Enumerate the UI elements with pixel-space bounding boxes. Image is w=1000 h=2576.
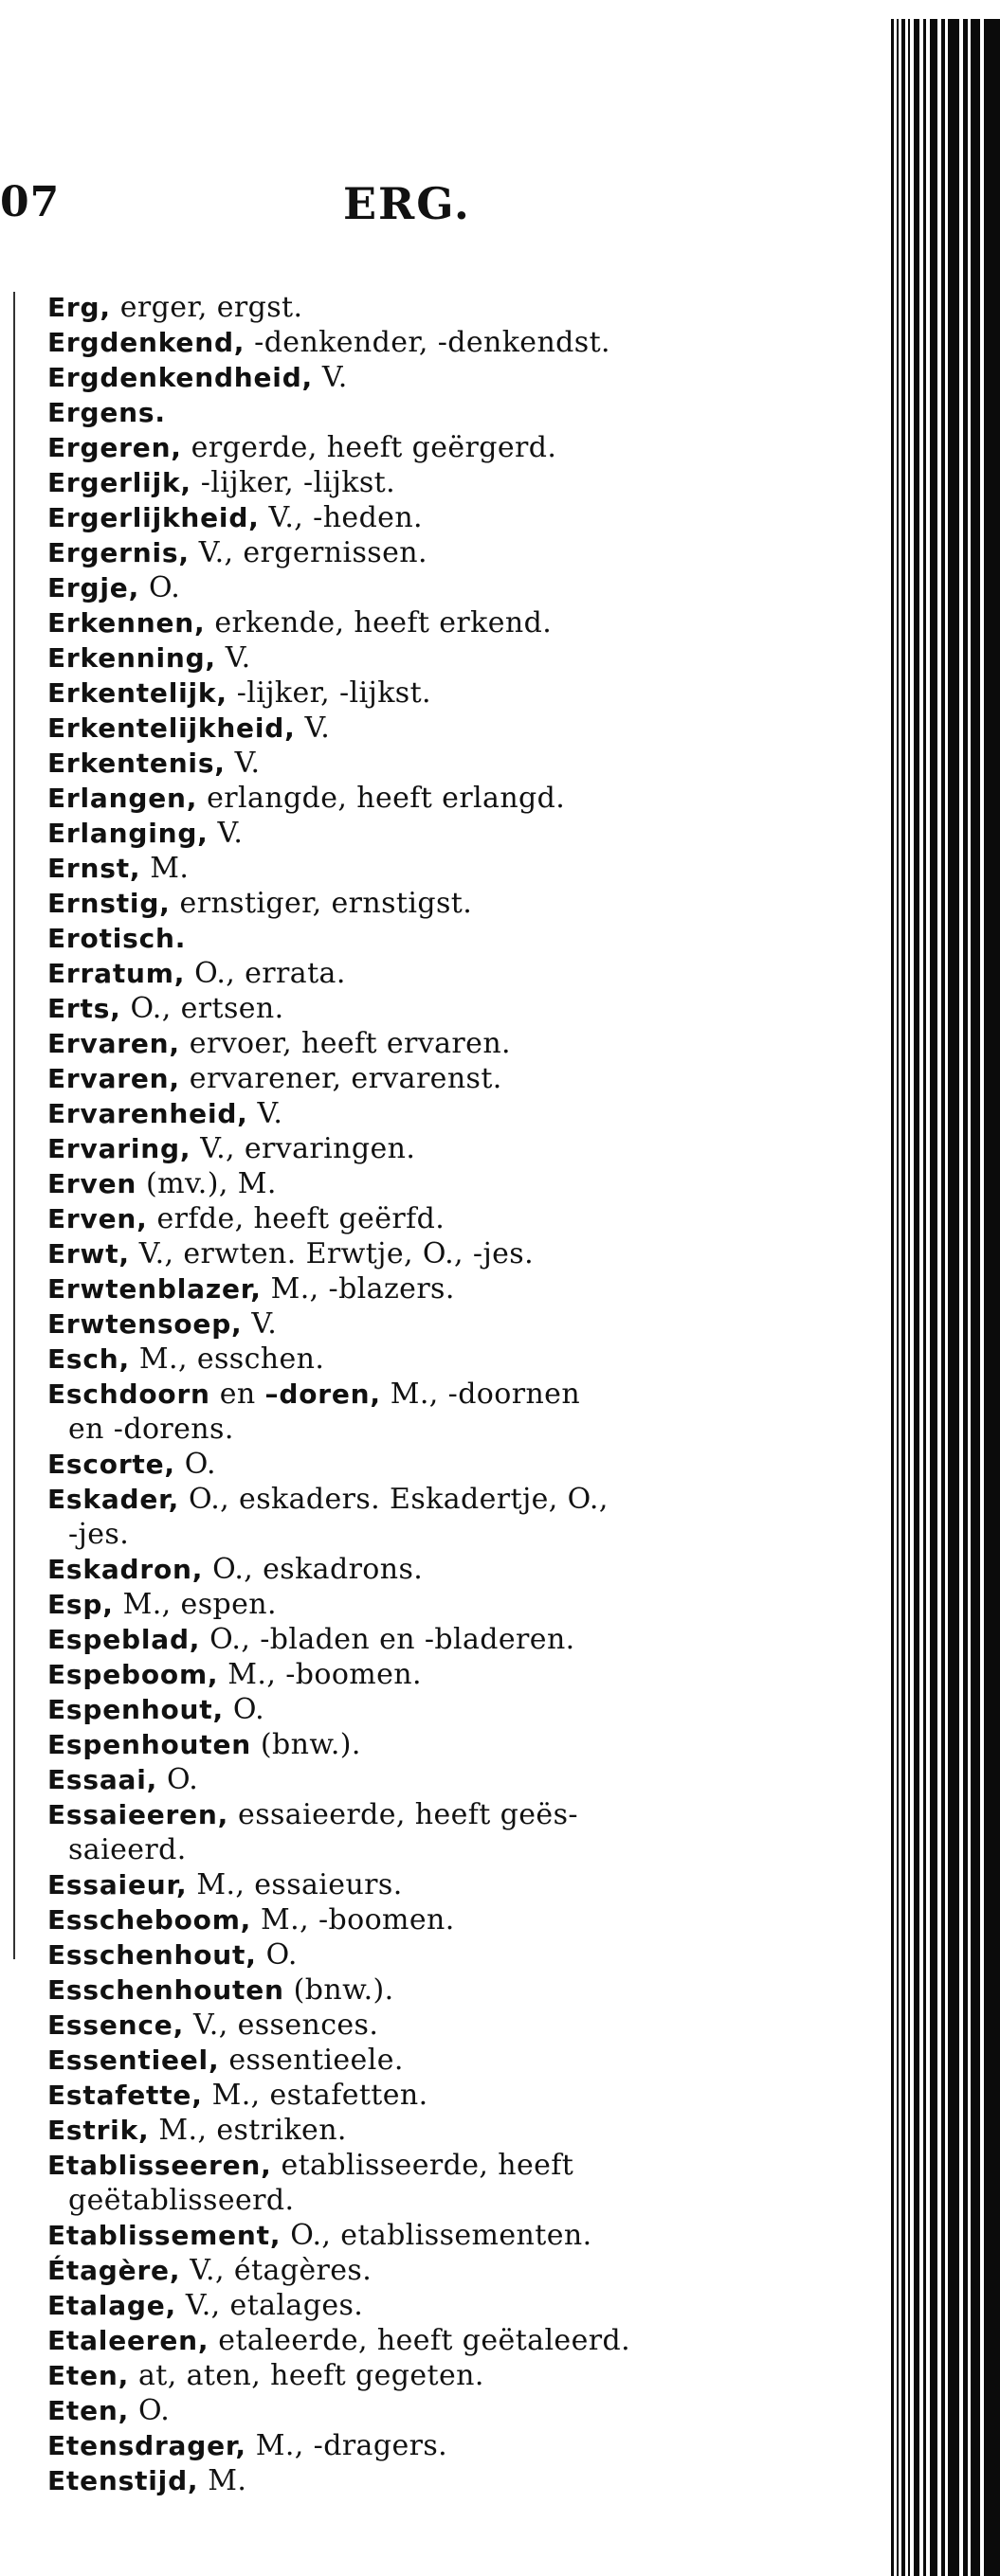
entry-continuation: geëtablisseerd. bbox=[68, 2184, 295, 2217]
binding-stripe bbox=[984, 19, 1000, 2576]
entry-definition: ernstiger, ernstigst. bbox=[170, 887, 473, 920]
entry-line bbox=[47, 1622, 844, 1657]
entry-headword: Erkentelijk, bbox=[47, 677, 227, 709]
dictionary-entry bbox=[47, 1377, 844, 1447]
dictionary-entry bbox=[47, 360, 844, 395]
binding-stripe bbox=[908, 19, 910, 2576]
entry-line bbox=[47, 1762, 844, 1797]
entry-definition: -denkender, -denkendst. bbox=[245, 326, 610, 359]
dictionary-entry bbox=[47, 2323, 844, 2358]
dictionary-entry bbox=[47, 1166, 844, 1201]
entry-headword: Essaieur, bbox=[47, 1869, 188, 1900]
entry-line bbox=[47, 1552, 844, 1587]
entry-line bbox=[47, 1447, 844, 1482]
entry-headword: Ergerlijk, bbox=[47, 467, 191, 498]
entry-line bbox=[47, 2043, 844, 2078]
entry-definition: O. bbox=[139, 571, 181, 604]
entry-headword: Eten, bbox=[47, 2395, 130, 2426]
entry-line bbox=[47, 290, 844, 325]
entry-line bbox=[47, 1692, 844, 1727]
binding-stripe bbox=[891, 19, 894, 2576]
dictionary-entry bbox=[47, 1937, 844, 1973]
entry-definition: essaieerde, heeft geës- bbox=[228, 1798, 578, 1831]
entry-headword: Erlanging, bbox=[47, 818, 209, 849]
entry-line bbox=[47, 711, 844, 746]
entry-definition: M., -dragers. bbox=[245, 2429, 448, 2462]
dictionary-entry bbox=[47, 535, 844, 570]
entry-definition: erfde, heeft geërfd. bbox=[147, 1202, 445, 1235]
entry-headword: Erwtensoep, bbox=[47, 1308, 243, 1340]
entry-definition: V. bbox=[225, 747, 261, 780]
dictionary-entry bbox=[47, 816, 844, 851]
entry-definition: M., esschen. bbox=[129, 1342, 325, 1376]
entry-definition: V. bbox=[312, 361, 348, 394]
entry-definition: V. bbox=[242, 1307, 278, 1341]
dictionary-entry bbox=[47, 711, 844, 746]
entry-line bbox=[47, 956, 844, 991]
entry-headword: Erkennen, bbox=[47, 607, 206, 639]
entry-headword: Ernstig, bbox=[47, 888, 171, 919]
entry-headword: Etalage, bbox=[47, 2290, 176, 2321]
dictionary-entry bbox=[47, 290, 844, 325]
dictionary-entry bbox=[47, 2428, 844, 2463]
entry-definition: (bnw.). bbox=[283, 1973, 394, 2007]
dictionary-entry bbox=[47, 2463, 844, 2498]
entry-headword: Esscheboom, bbox=[47, 1904, 252, 1936]
dictionary-entry bbox=[47, 1762, 844, 1797]
entry-headword: Erlangen, bbox=[47, 783, 198, 814]
entry-line bbox=[47, 1342, 844, 1377]
entry-definition: V. bbox=[247, 1097, 283, 1130]
entry-headword: Estafette, bbox=[47, 2080, 203, 2111]
entry-line bbox=[47, 676, 844, 711]
dictionary-entry bbox=[47, 1306, 844, 1342]
dictionary-entry bbox=[47, 325, 844, 360]
entry-definition: V. bbox=[215, 641, 251, 675]
entry-line bbox=[47, 2428, 844, 2463]
entry-headword: Espenhout, bbox=[47, 1694, 224, 1725]
entry-headword: Erwtenblazer, bbox=[47, 1273, 262, 1305]
book-binding-edge bbox=[891, 19, 1000, 2576]
entry-definition: etablisseerde, heeft bbox=[271, 2149, 574, 2182]
entry-continuation: saieerd. bbox=[68, 1833, 187, 1866]
entry-headword: Esschenhout, bbox=[47, 1939, 257, 1971]
dictionary-entry bbox=[47, 1727, 844, 1762]
dictionary-entry bbox=[47, 1026, 844, 1061]
entry-headword: Erratum, bbox=[47, 958, 186, 989]
entry-line bbox=[47, 2253, 844, 2288]
dictionary-entry bbox=[47, 2148, 844, 2218]
dictionary-entry bbox=[47, 2253, 844, 2288]
entry-headword: Ervaren, bbox=[47, 1028, 180, 1059]
dictionary-entry bbox=[47, 781, 844, 816]
entry-definition: O. bbox=[129, 2394, 171, 2427]
entry-definition: V., essences. bbox=[184, 2009, 379, 2042]
entry-headword: Essentieel, bbox=[47, 2045, 220, 2076]
entry-headword: Etablisseeren, bbox=[47, 2150, 272, 2181]
entry-line bbox=[47, 851, 844, 886]
dictionary-entry bbox=[47, 746, 844, 781]
entry-headword-variant: –doren, bbox=[264, 1378, 381, 1410]
dictionary-entry bbox=[47, 1236, 844, 1271]
entry-headword: Erg, bbox=[47, 292, 111, 323]
entry-headword: Ervaren, bbox=[47, 1063, 180, 1094]
entry-definition: O., eskaders. Eskadertje, O., bbox=[179, 1483, 609, 1516]
entry-definition: V., étagères. bbox=[180, 2254, 373, 2287]
entry-headword: Erkenning, bbox=[47, 642, 216, 674]
entry-definition: M., estafetten. bbox=[202, 2079, 428, 2112]
dictionary-entry bbox=[47, 2043, 844, 2078]
dictionary-entry bbox=[47, 1587, 844, 1622]
entry-line bbox=[47, 2218, 844, 2253]
entry-line bbox=[47, 1587, 844, 1622]
dictionary-entries bbox=[47, 290, 844, 2498]
entry-definition: O., ertsen. bbox=[120, 992, 284, 1025]
entry-headword: Estrik, bbox=[47, 2115, 150, 2146]
entry-definition: V. bbox=[208, 817, 244, 850]
dictionary-entry bbox=[47, 1201, 844, 1236]
entry-definition: -lijker, -lijkst. bbox=[191, 466, 396, 499]
entry-line bbox=[47, 991, 844, 1026]
entry-definition: O. bbox=[157, 1763, 199, 1796]
entry-line bbox=[47, 1973, 844, 2008]
entry-headword: Espeblad, bbox=[47, 1624, 201, 1655]
page-number: 07 bbox=[0, 178, 61, 226]
entry-definition: O., eskadrons. bbox=[203, 1553, 424, 1586]
entry-headword: Ergerlijkheid, bbox=[47, 502, 260, 533]
entry-definition: essentieele. bbox=[219, 2044, 404, 2077]
binding-stripe bbox=[897, 19, 899, 2576]
entry-line bbox=[47, 1657, 844, 1692]
dictionary-entry bbox=[47, 1657, 844, 1692]
entry-definition: -lijker, -lijkst. bbox=[227, 676, 431, 710]
entry-definition: V. bbox=[295, 712, 331, 745]
dictionary-entry bbox=[47, 2218, 844, 2253]
entry-headword: Esschenhouten bbox=[47, 1974, 284, 2006]
dictionary-entry bbox=[47, 2008, 844, 2043]
entry-line bbox=[47, 1096, 844, 1131]
entry-definition: etaleerde, heeft geëtaleerd. bbox=[209, 2324, 631, 2357]
entry-definition: erlangde, heeft erlangd. bbox=[197, 782, 566, 815]
entry-headword: Ergdenkendheid, bbox=[47, 362, 313, 393]
entry-headword: Erkentenis, bbox=[47, 748, 226, 779]
binding-stripe bbox=[901, 19, 905, 2576]
entry-definition: O., etablissementen. bbox=[281, 2219, 592, 2252]
entry-line bbox=[47, 2393, 844, 2428]
entry-definition: V., erwten. Erwtje, O., -jes. bbox=[129, 1237, 535, 1270]
dictionary-entry bbox=[47, 991, 844, 1026]
entry-line bbox=[47, 1271, 844, 1306]
entry-headword: Etaleeren, bbox=[47, 2325, 209, 2356]
dictionary-entry bbox=[47, 1061, 844, 1096]
entry-headword: Erven bbox=[47, 1168, 137, 1199]
dictionary-entry bbox=[47, 465, 844, 500]
entry-line bbox=[47, 1377, 844, 1412]
entry-definition: M., -boomen. bbox=[218, 1658, 422, 1691]
entry-definition: M., -blazers. bbox=[261, 1272, 455, 1306]
entry-line bbox=[47, 1061, 844, 1096]
entry-continuation: -jes. bbox=[68, 1518, 130, 1551]
entry-definition: M., -boomen. bbox=[251, 1903, 455, 1937]
dictionary-entry bbox=[47, 676, 844, 711]
entry-definition: V., -heden. bbox=[259, 501, 423, 534]
dictionary-entry bbox=[47, 430, 844, 465]
entry-headword: Ergernis, bbox=[47, 537, 190, 568]
binding-stripe bbox=[971, 19, 980, 2576]
entry-line bbox=[47, 2008, 844, 2043]
dictionary-entry bbox=[47, 1342, 844, 1377]
entry-headword: Espeboom, bbox=[47, 1659, 219, 1690]
dictionary-entry bbox=[47, 1692, 844, 1727]
dictionary-entry bbox=[47, 2393, 844, 2428]
dictionary-entry bbox=[47, 605, 844, 640]
entry-line bbox=[47, 2323, 844, 2358]
entry-definition: M., espen. bbox=[113, 1588, 277, 1621]
dictionary-entry bbox=[47, 1131, 844, 1166]
binding-stripe bbox=[923, 19, 926, 2576]
entry-headword: Ergeren, bbox=[47, 432, 182, 463]
entry-line bbox=[47, 1902, 844, 1937]
entry-headword: Essaai, bbox=[47, 1764, 158, 1795]
entry-headword: Essaieeren, bbox=[47, 1799, 229, 1830]
entry-headword: Erts, bbox=[47, 993, 121, 1024]
dictionary-entry bbox=[47, 1622, 844, 1657]
entry-headword: Ervarenheid, bbox=[47, 1098, 248, 1129]
dictionary-entry bbox=[47, 1552, 844, 1587]
dictionary-entry bbox=[47, 921, 844, 956]
entry-line bbox=[47, 1201, 844, 1236]
entry-line bbox=[47, 500, 844, 535]
entry-definition: erger, ergst. bbox=[110, 291, 303, 324]
entry-definition: O., -bladen en -bladeren. bbox=[200, 1623, 575, 1656]
entry-definition: ervarener, ervarenst. bbox=[179, 1062, 502, 1095]
entry-definition: at, aten, heeft gegeten. bbox=[129, 2359, 484, 2392]
entry-line bbox=[47, 360, 844, 395]
dictionary-entry bbox=[47, 851, 844, 886]
dictionary-entry bbox=[47, 886, 844, 921]
entry-headword: Etensdrager, bbox=[47, 2430, 246, 2461]
entry-line bbox=[47, 2358, 844, 2393]
entry-line bbox=[47, 1867, 844, 1902]
entry-definition: V., etalages. bbox=[175, 2289, 364, 2322]
entry-headword: Etablissement, bbox=[47, 2220, 282, 2251]
entry-line bbox=[47, 2078, 844, 2113]
dictionary-entry bbox=[47, 570, 844, 605]
entry-definition: ergerde, heeft geërgerd. bbox=[181, 431, 557, 464]
dictionary-entry bbox=[47, 2113, 844, 2148]
entry-definition: ervoer, heeft ervaren. bbox=[179, 1027, 511, 1060]
dictionary-entry bbox=[47, 1447, 844, 1482]
entry-definition: O. bbox=[256, 1938, 298, 1972]
entry-line bbox=[47, 2148, 844, 2183]
entry-headword: Erotisch. bbox=[47, 923, 187, 954]
entry-definition: V., ervaringen. bbox=[191, 1132, 416, 1165]
dictionary-entry bbox=[47, 1902, 844, 1937]
entry-headword: Ergdenkend, bbox=[47, 327, 245, 358]
entry-line bbox=[47, 1797, 844, 1832]
running-head: ERG. bbox=[343, 178, 471, 229]
entry-line bbox=[47, 921, 844, 956]
entry-definition: M., estriken. bbox=[149, 2114, 347, 2147]
entry-line bbox=[47, 640, 844, 676]
entry-definition: M. bbox=[198, 2464, 247, 2497]
entry-line bbox=[47, 886, 844, 921]
entry-line bbox=[47, 1937, 844, 1973]
dictionary-entry bbox=[47, 1797, 844, 1867]
dictionary-entry bbox=[47, 1482, 844, 1552]
entry-headword: Etenstijd, bbox=[47, 2465, 199, 2496]
entry-headword: Erwt, bbox=[47, 1238, 130, 1270]
entry-line bbox=[47, 746, 844, 781]
binding-stripe bbox=[914, 19, 919, 2576]
entry-definition: (bnw.). bbox=[250, 1728, 361, 1761]
entry-line bbox=[47, 1306, 844, 1342]
entry-headword: Ernst, bbox=[47, 853, 141, 884]
entry-line bbox=[47, 535, 844, 570]
margin-rule bbox=[13, 292, 15, 1959]
entry-line bbox=[47, 781, 844, 816]
entry-line bbox=[47, 570, 844, 605]
entry-line bbox=[47, 1482, 844, 1517]
entry-headword: Eten, bbox=[47, 2360, 130, 2391]
entry-definition: V., ergernissen. bbox=[189, 536, 427, 569]
entry-definition: (mv.), M. bbox=[136, 1167, 277, 1200]
dictionary-entry bbox=[47, 395, 844, 430]
entry-headword: Erven, bbox=[47, 1203, 148, 1234]
entry-headword: Erkentelijkheid, bbox=[47, 712, 296, 744]
dictionary-entry bbox=[47, 640, 844, 676]
entry-line bbox=[47, 325, 844, 360]
entry-headword: Étagère, bbox=[47, 2255, 181, 2286]
entry-headword: Eskader, bbox=[47, 1484, 180, 1515]
entry-definition: erkende, heeft erkend. bbox=[205, 606, 553, 639]
entry-definition: O., errata. bbox=[185, 957, 346, 990]
entry-headword: Esch, bbox=[47, 1343, 130, 1375]
entry-definition: O. bbox=[223, 1693, 264, 1726]
entry-line bbox=[47, 2288, 844, 2323]
entry-line bbox=[47, 465, 844, 500]
entry-definition: M. bbox=[140, 852, 190, 885]
entry-line bbox=[47, 2113, 844, 2148]
entry-line bbox=[47, 395, 844, 430]
entry-headword: Espenhouten bbox=[47, 1729, 251, 1760]
entry-headword: Escorte, bbox=[47, 1449, 175, 1480]
entry-headword: Ergje, bbox=[47, 572, 140, 603]
entry-definition: en bbox=[209, 1378, 265, 1411]
entry-continuation: en -dorens. bbox=[68, 1413, 234, 1446]
binding-stripe bbox=[930, 19, 937, 2576]
entry-line bbox=[47, 2463, 844, 2498]
binding-stripe bbox=[963, 19, 968, 2576]
dictionary-entry bbox=[47, 1973, 844, 2008]
entry-line bbox=[47, 1236, 844, 1271]
entry-definition: M., -doornen bbox=[380, 1378, 581, 1411]
binding-stripe bbox=[941, 19, 945, 2576]
entry-headword: Esp, bbox=[47, 1589, 114, 1620]
entry-definition: O. bbox=[174, 1448, 216, 1481]
dictionary-entry bbox=[47, 1096, 844, 1131]
entry-definition: M., essaieurs. bbox=[187, 1868, 403, 1901]
entry-line bbox=[47, 1166, 844, 1201]
entry-headword: Eskadron, bbox=[47, 1554, 204, 1585]
dictionary-entry bbox=[47, 1271, 844, 1306]
entry-line bbox=[47, 816, 844, 851]
dictionary-entry bbox=[47, 2288, 844, 2323]
dictionary-entry bbox=[47, 2358, 844, 2393]
entry-headword: Ergens. bbox=[47, 397, 166, 428]
dictionary-entry bbox=[47, 956, 844, 991]
dictionary-entry bbox=[47, 1867, 844, 1902]
entry-headword: Eschdoorn bbox=[47, 1378, 210, 1410]
entry-line bbox=[47, 1727, 844, 1762]
entry-headword: Ervaring, bbox=[47, 1133, 191, 1164]
entry-line bbox=[47, 1026, 844, 1061]
entry-line bbox=[47, 430, 844, 465]
dictionary-entry bbox=[47, 500, 844, 535]
dictionary-entry bbox=[47, 2078, 844, 2113]
entry-line bbox=[47, 605, 844, 640]
entry-headword: Essence, bbox=[47, 2009, 185, 2041]
entry-line bbox=[47, 1131, 844, 1166]
binding-stripe bbox=[948, 19, 959, 2576]
